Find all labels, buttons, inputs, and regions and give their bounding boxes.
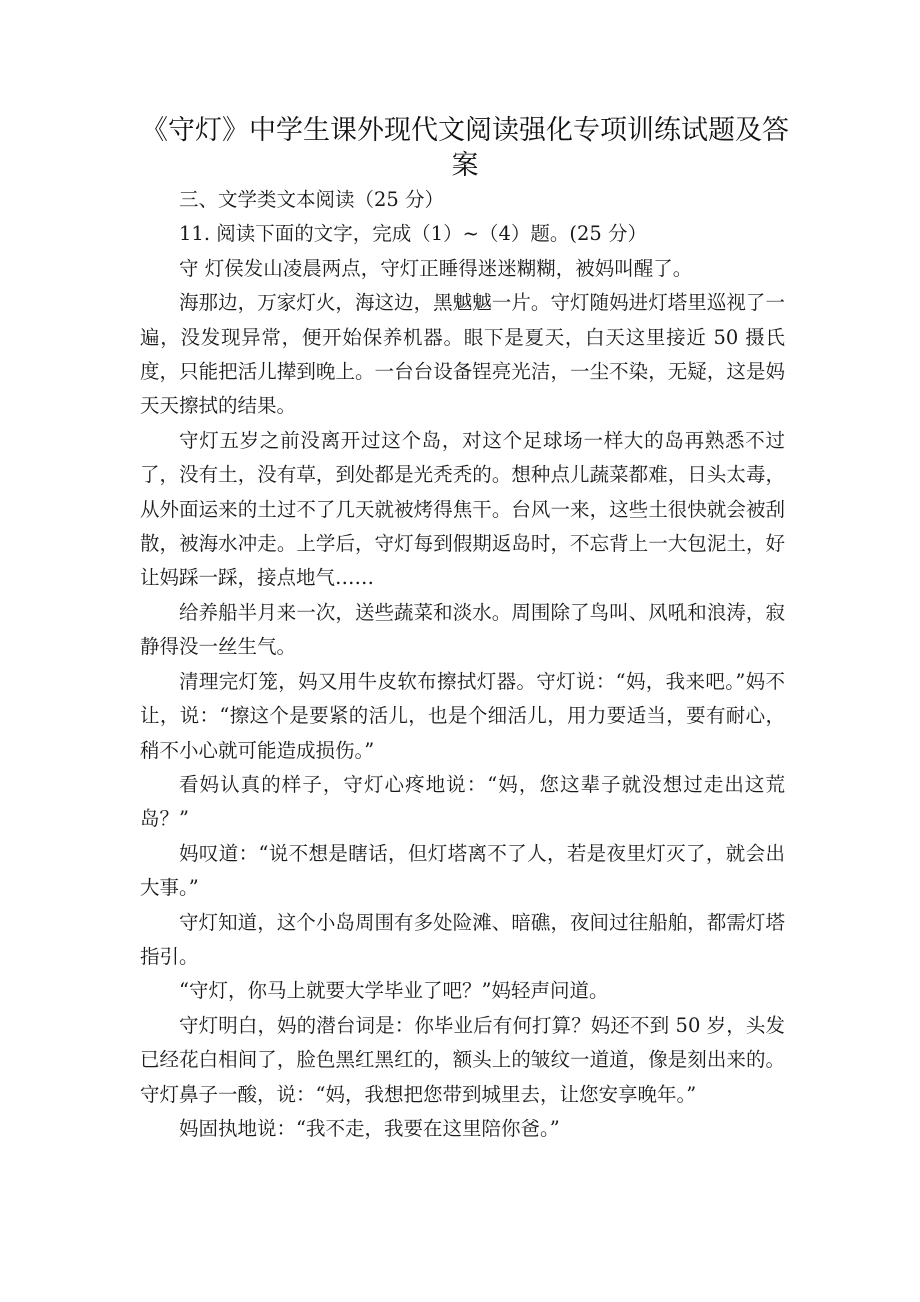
question-prompt: 11. 阅读下面的文字，完成（1）~（4）题。(25 分） — [179, 222, 647, 246]
paragraph: 清理完灯笼，妈又用牛皮软布擦拭灯器。守灯说：“妈，我来吧。”妈不让，说：“擦这个是要紧的活儿，也是个细活儿，用力要适当，要有耐心，稍不小心就可能造成损伤。” — [140, 669, 785, 762]
paragraph: 给养船半月来一次，送些蔬菜和淡水。周围除了鸟叫、风吼和浪涛，寂静得没一丝生气。 — [140, 600, 785, 659]
paragraph: 看妈认真的样子，守灯心疼地说：“妈，您这辈子就没想过走出这荒岛？” — [140, 772, 785, 831]
section-heading: 三、文学类文本阅读（25 分） — [179, 188, 445, 211]
document-body — [140, 183, 785, 1146]
paragraph: 妈叹道：“说不想是瞎话，但灯塔离不了人，若是夜里灯灭了，就会出大事。” — [140, 841, 785, 900]
paragraph: 守 灯侯发山凌晨两点，守灯正睡得迷迷糊糊，被妈叫醒了。 — [179, 256, 693, 280]
paragraph: 海那边，万家灯火，海这边，黑魆魆一片。守灯随妈进灯塔里巡视了一遍，没发现异常，便开始保养机器。眼下是夏天，白天这里接近 50 摄氏度，只能把活儿撵到晚上。一台台设备锃亮光洁，一尘不染，无疑，这是妈天天擦拭的结果。 — [140, 291, 785, 418]
paragraph: 守灯明白，妈的潜台词是：你毕业后有何打算？妈还不到 50 岁，头发已经花白相间了，脸色黑红黑红的，额头上的皱纹一道道，像是刻出来的。守灯鼻子一酸，说：“妈，我想把您带到城里去，让您安享晚年。” — [140, 1013, 785, 1106]
paragraph: 守灯五岁之前没离开过这个岛，对这个足球场一样大的岛再熟悉不过了，没有土，没有草，到处都是光秃秃的。想种点儿蔬菜都难，日头太毒，从外面运来的土过不了几天就被烤得焦干。台风一来，这些土很快就会被刮散，被海水冲走。上学后，守灯每到假期返岛时，不忘背上一大包泥土，好让妈踩一踩，接点地气…… — [140, 428, 785, 590]
document-title: 《守灯》中学生课外现代文阅读强化专项训练试题及答案 — [141, 115, 789, 181]
paragraph: “守灯，你马上就要大学毕业了吧？”妈轻声问道。 — [179, 979, 609, 1003]
paragraph: 妈固执地说：“我不走，我要在这里陪你爸。” — [179, 1116, 560, 1140]
paragraph: 守灯知道，这个小岛周围有多处险滩、暗礁，夜间过往船舶，都需灯塔指引。 — [140, 910, 785, 968]
